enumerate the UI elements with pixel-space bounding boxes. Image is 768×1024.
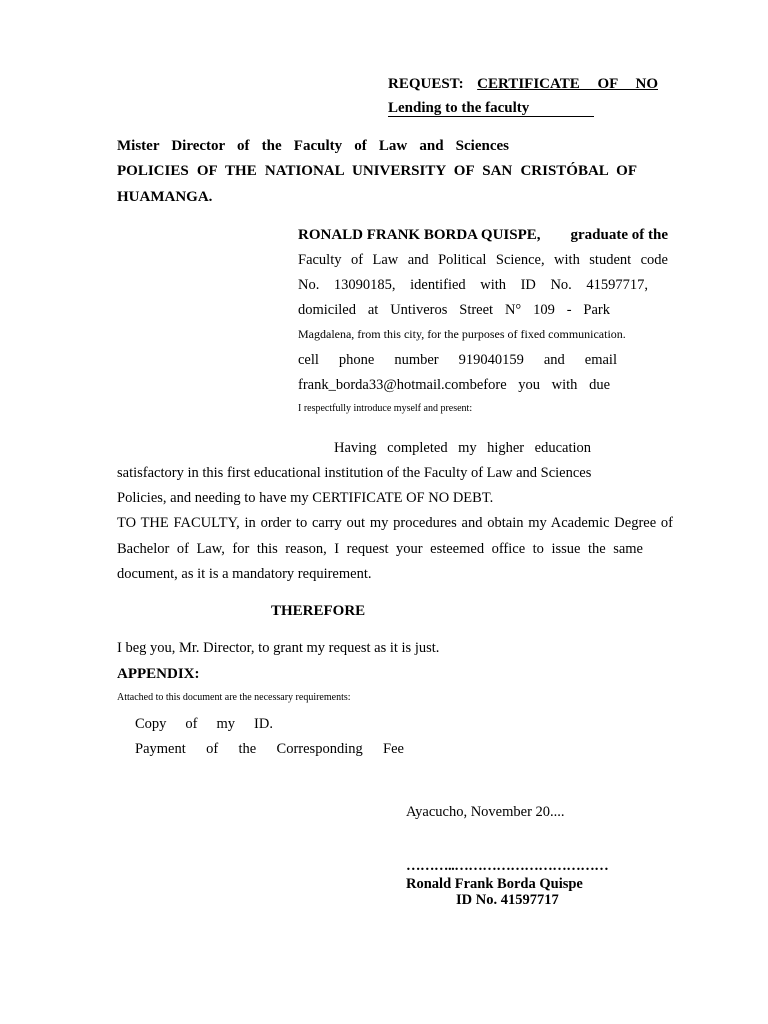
body-line5: Bachelor of Law, for this reason, I request your esteemed office to issue the same	[117, 541, 643, 557]
body-line1: Having completed my higher education	[334, 440, 591, 456]
addressee-line1: Mister Director of the Faculty of Law and Sciences	[117, 138, 509, 154]
request-header-line2: Lending to the faculty	[388, 101, 594, 117]
appendix-title: APPENDIX:	[117, 666, 200, 682]
signature-line: ………..……………………………	[406, 858, 609, 874]
addressee-line3: HUAMANGA.	[117, 189, 213, 205]
appendix-intro: Attached to this document are the necessary requirements:	[117, 692, 351, 703]
place-date: Ayacucho, November 20....	[406, 804, 565, 820]
intro-line3: No. 13090185, identified with ID No. 41597717,	[298, 277, 648, 293]
body-line3: Policies, and needing to have my CERTIFICATE OF NO DEBT.	[117, 490, 494, 506]
therefore-heading: THEREFORE	[271, 603, 366, 619]
intro-line8: I respectfully introduce myself and present:	[298, 403, 473, 414]
addressee-line2: POLICIES OF THE NATIONAL UNIVERSITY OF SAN CRISTÓBAL OF	[117, 163, 637, 179]
applicant-name: RONALD FRANK BORDA QUISPE,	[298, 227, 541, 243]
intro-line5: Magdalena, from this city, for the purposes of fixed communication.	[298, 327, 626, 341]
intro-line1: RONALD FRANK BORDA QUISPE, graduate of the	[298, 227, 668, 243]
intro-line6: cell phone number 919040159 and email	[298, 352, 617, 368]
appendix-item-id: Copy of my ID.	[135, 716, 273, 732]
intro-line7: frank_borda33@hotmail.combefore you with due	[298, 377, 610, 393]
request-header-line1: REQUEST: CERTIFICATE OF NO	[388, 76, 658, 92]
body-line6: document, as it is a mandatory requirement.	[117, 566, 372, 582]
intro-line4: domiciled at Untiveros Street N° 109 - Park	[298, 302, 610, 318]
intro-line2: Faculty of Law and Political Science, with student code	[298, 252, 668, 268]
signature-name: Ronald Frank Borda Quispe	[406, 876, 583, 892]
body-line4: TO THE FACULTY, in order to carry out my procedures and obtain my Academic Degree of	[117, 515, 673, 531]
signature-id: ID No. 41597717	[456, 892, 559, 908]
appendix-item-fee: Payment of the Corresponding Fee	[135, 741, 404, 757]
petition-text: I beg you, Mr. Director, to grant my request as it is just.	[117, 640, 440, 656]
body-line2: satisfactory in this first educational institution of the Faculty of Law and Sciences	[117, 465, 592, 481]
